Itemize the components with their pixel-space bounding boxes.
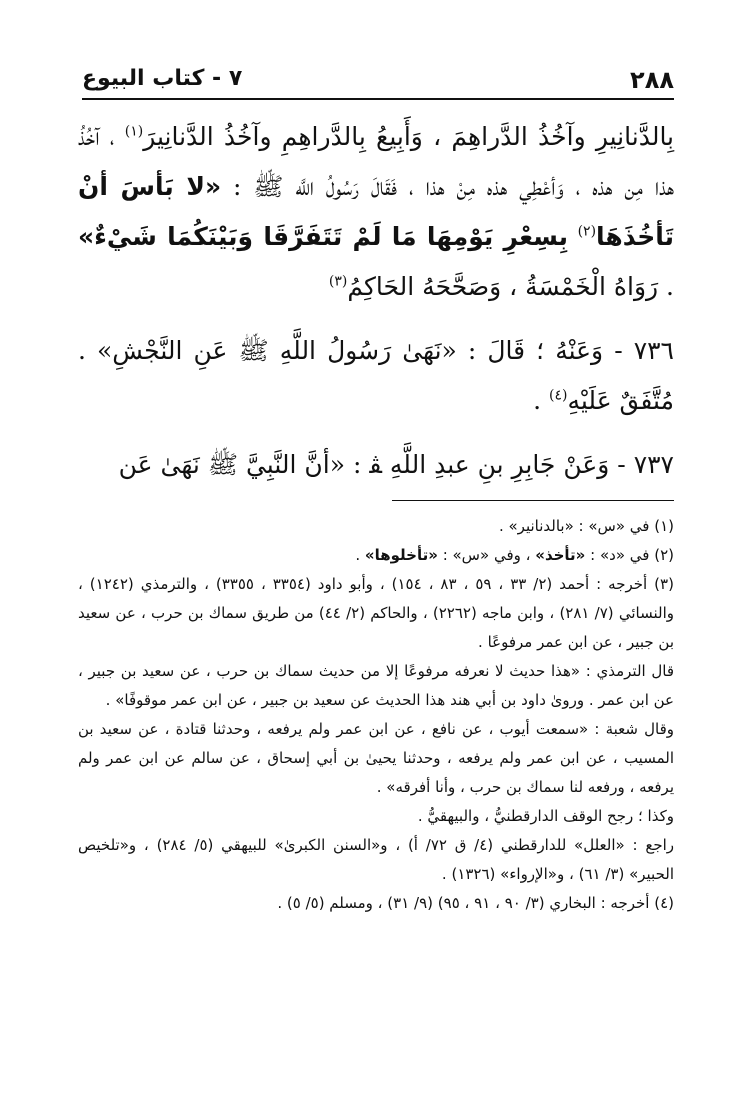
footnote-3-tirmidhi: قال الترمذي : «هذا حديث لا نعرفه مرفوعًا إلا من حديث سماك بن حرب ، عن سعيد بن جبير ، عن ابن عمر . وروىٰ داود بن أبي هند هذا الحديث عن سعيد بن جبير ، عن ابن عمر موقوفًا» . [78, 662, 674, 709]
footnote-4: (٤) أخرجه : البخاري (٣/ ٩٠ ، ٩١ ، ٩٥) (٩/ ٣١) ، ومسلم (٥/ ٥) . [277, 894, 674, 912]
footnote-2 [78, 541, 674, 570]
text-segment: ٧٣٧ - وَعَنْ جَابِرِ بنِ عبدِ اللَّهِ ﭭ : «أنَّ النَّبِيَّ ﷺ نَهَىٰ عَن [118, 450, 674, 479]
footnote-text: ، وفي «س» : [442, 546, 531, 564]
paragraph-735-cont [78, 112, 674, 312]
hadith-quote: بِسِعْرِ يَوْمِهَا مَا لَمْ تَتَفَرَّقَا وَبَيْنَكُمَا شَيْءٌ» [78, 222, 569, 251]
chapter-title: ٧ - كتاب البيوع [82, 66, 243, 91]
text-segment: . رَوَاهُ الْخَمْسَةُ ، وَصَحَّحَهُ الحَاكِمُ [347, 272, 674, 301]
page-header [82, 64, 674, 100]
footnote-3-tarjih: وكذا ؛ رجح الوقف الدارقطنيُّ ، والبيهقيُّ . [417, 807, 674, 825]
footnote-ref: (٣) [328, 273, 348, 290]
text-segment: ٧٣٦ - وَعَنْهُ ؛ قَالَ : «نَهَىٰ رَسُولُ اللَّهِ ﷺ عَنِ النَّجْشِ» . مُتَّفَقٌ عَلَيْهِ [78, 336, 674, 415]
footnote-3-shuba: وقال شعبة : «سمعت أيوب ، عن نافع ، عن ابن عمر ولم يرفعه ، وحدثنا قتادة ، عن سعيد بن المسيب ، عن ابن عمر ولم يرفعه ، وحدثنا يحيىٰ بن أبي إسحاق ، عن سالم عن ابن عمر ولم يرفعه ، ورفعه لنا سماك بن حرب ، وأنا أفرقه» . [78, 720, 674, 796]
footnote-3-refs: راجع : «العلل» للدارقطني (٤/ ق ٧٢/ أ) ، و«السنن الكبرىٰ» للبيهقي (٥/ ٢٨٤) ، و«تلخيص الحبير» (٣/ ٦١) ، و«الإرواء» (١٣٢٦) . [78, 836, 675, 883]
footnote-variant: «تأخلوها» [364, 546, 438, 564]
footnote-ref: (٤) [549, 387, 568, 404]
footnote-variant: «تأخذ» [535, 546, 586, 564]
text-segment: . [533, 386, 542, 415]
header-rule [82, 98, 674, 100]
footnote-text: (٢) في «د» : [590, 546, 674, 564]
paragraph-736 [78, 326, 674, 426]
footnote-ref: (٢) [577, 223, 597, 240]
text-segment: بِالدَّنانِيرِ وآخُذُ الدَّراهِمَ ، وَأَبِيعُ بِالدَّراهِمِ وآخُذُ الدَّنانِيرَ [143, 122, 675, 151]
footnote-3: (٣) أخرجه : أحمد (٢/ ٣٣ ، ٥٩ ، ٨٣ ، ١٥٤) ، وأبو داود (٣٣٥٤ ، ٣٣٥٥) ، والترمذي (١٢٤٢) ، والنسائي (٧/ ٢٨١) ، وابن ماجه (٢٢٦٢) ، والحاكم (٢/ ٤٤) من طريق سماك بن حرب ، عن سعيد بن جبير ، عن ابن عمر مرفوعًا . [78, 575, 674, 651]
page-number: ٢٨٨ [630, 66, 674, 94]
footnote-ref: (١) [124, 123, 144, 140]
main-text [78, 112, 674, 490]
paragraph-737 [78, 440, 674, 490]
text-segment: ، آخُذُ هذا مِن هذه ، وَأعْطِي هذه مِنْ هذا ، فَقَالَ رَسُولُ اللَّه ﷺ : [78, 122, 674, 201]
hadith-quote: «لا بَأسَ أنْ تَأخُذَهَا [78, 172, 674, 251]
footnotes [78, 512, 674, 918]
footnote-separator [392, 500, 674, 501]
footnote-text: . [355, 546, 361, 564]
footnote-1: (١) في «س» : «بالدنانير» . [498, 517, 674, 535]
